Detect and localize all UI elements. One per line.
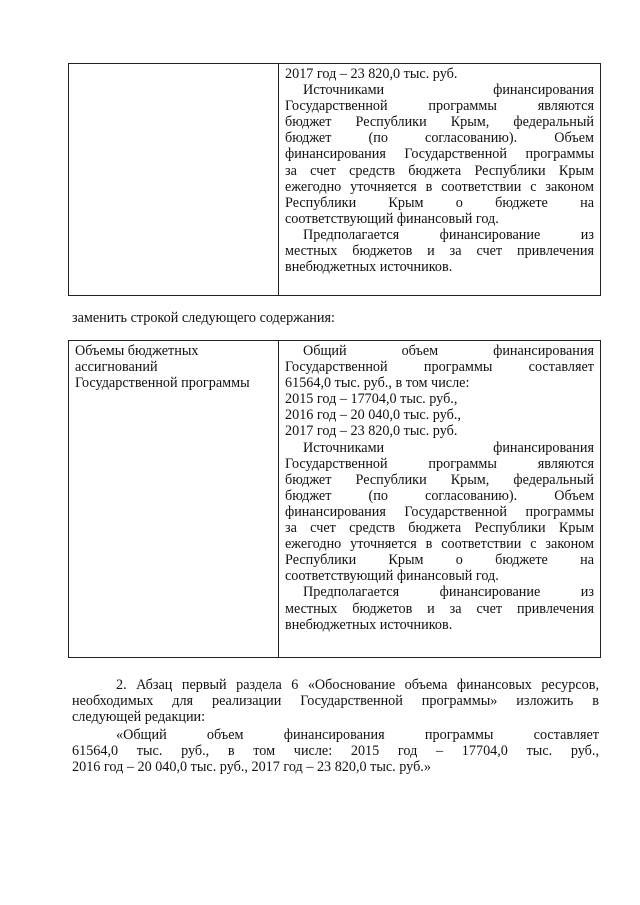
t1-line: финансирования Государственной программы [285,146,594,163]
t2-line: Предполагается финансирование из [303,584,594,601]
section-2-line: 2. Абзац первый раздела 6 «Обоснование объема финансовых ресурсов, [116,677,599,693]
t1-line: Источниками финансирования [303,82,594,99]
section-2-paragraph [72,677,599,725]
t1-line: соответствующий финансовый год. [285,210,499,227]
t2-line: бюджет Республики Крым, федеральный [285,471,594,488]
t2-line: 2015 год – 17704,0 тыс. руб., [285,391,458,408]
quoted-paragraph [72,727,599,775]
t2-line: бюджет (по согласованию). Объем [285,487,594,504]
section-2-line: следующей редакции: [72,709,206,726]
t1-line: 2017 год – 23 820,0 тыс. руб. [285,66,458,82]
quote-line: 61564,0 тыс. руб., в том числе: 2015 год – 17704,0 тыс. руб., [72,743,599,760]
t2-line: 2017 год – 23 820,0 тыс. руб. [285,423,458,440]
t1-line: местных бюджетов и за счет привлечения [285,243,594,260]
t2-line: Источниками финансирования [303,439,594,456]
quote-line: 2016 год – 20 040,0 тыс. руб., 2017 год – 23 820,0 тыс. руб.» [72,759,431,776]
t2-line: Республики Крым о бюджете на [285,552,594,569]
t2-line: 61564,0 тыс. руб., в том числе: [285,375,470,392]
t1-line: Республики Крым о бюджете на [285,194,594,211]
t2-line: за счет средств бюджета Республики Крым [285,520,594,537]
t2-line: внебюджетных источников. [285,616,453,633]
t1-line: внебюджетных источников. [285,259,453,276]
t1-line: Государственной программы являются [285,98,594,115]
t2-line: финансирования Государственной программы [285,503,594,520]
t2-left-line: Объемы бюджетных [75,343,199,359]
t1-line: бюджет Республики Крым, федеральный [285,114,594,131]
table-new-row-left-cell [69,341,279,657]
t1-line: за счет средств бюджета Республики Крым [285,162,594,179]
section-2-line: необходимых для реализации Государственной программы» изложить в [72,693,599,710]
quote-line: «Общий объем финансирования программы составляет [116,727,599,743]
t2-line: местных бюджетов и за счет привлечения [285,600,594,617]
table-continuation-left-cell [69,64,279,295]
table-continuation-right-cell [279,64,600,295]
t2-line: соответствующий финансовый год. [285,568,499,585]
t2-line: Государственной программы составляет [285,359,594,376]
t2-line: ежегодно уточняется в соответствии с законом [285,536,594,553]
t1-line: Предполагается финансирование из [303,226,594,243]
t2-left-line: Государственной программы [75,375,250,392]
table-continuation [68,63,601,296]
t2-line: Общий объем финансирования [303,343,594,359]
replace-instruction: заменить строкой следующего содержания: [72,310,335,326]
t1-line: бюджет (по согласованию). Объем [285,130,594,147]
table-new-row-right-cell [279,341,600,657]
t2-line: Государственной программы являются [285,455,594,472]
table-new-row [68,340,601,658]
t2-left-line: ассигнований [75,359,158,376]
t2-line: 2016 год – 20 040,0 тыс. руб., [285,407,461,424]
t1-line: ежегодно уточняется в соответствии с законом [285,178,594,195]
